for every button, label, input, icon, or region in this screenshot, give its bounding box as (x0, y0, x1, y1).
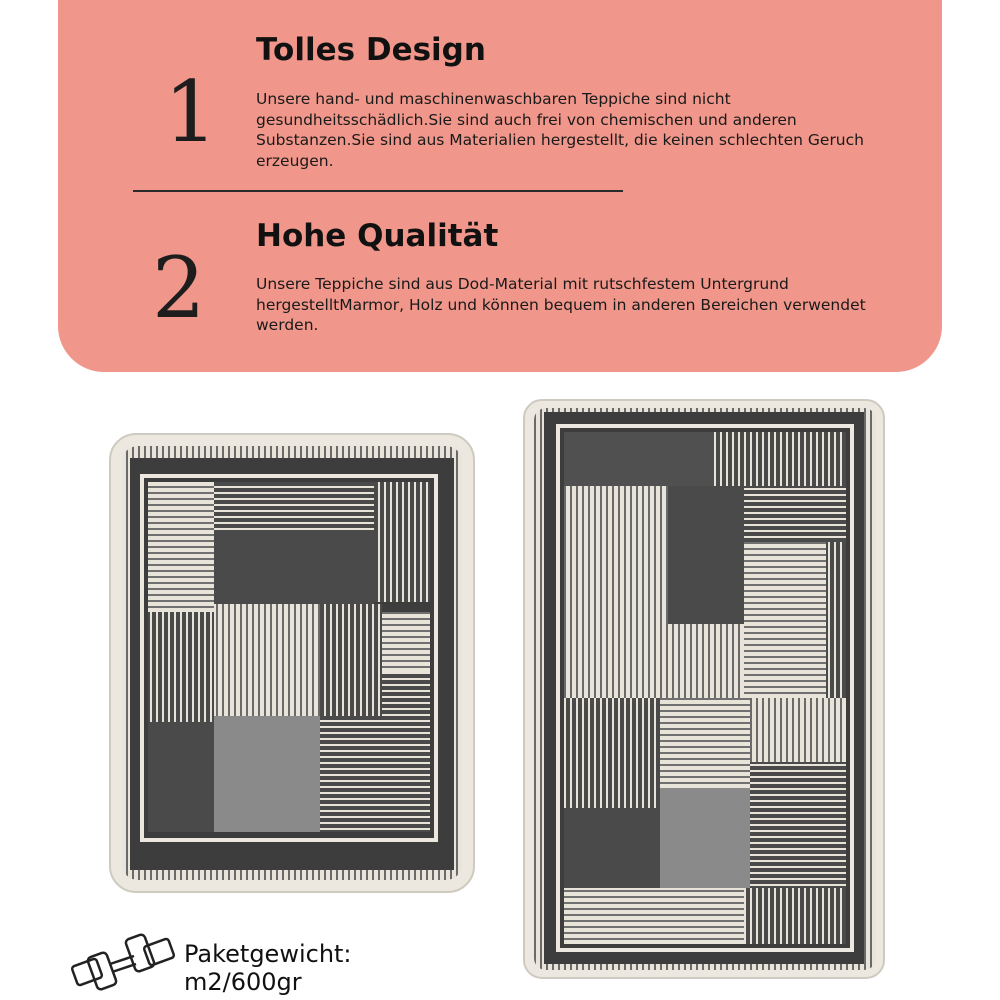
feature-number-2: 2 (152, 239, 206, 337)
feature-number-1: 1 (164, 63, 218, 161)
feature-title-1: Tolles Design (256, 32, 486, 68)
package-weight-value: m2/600gr (184, 968, 302, 996)
package-weight-label: Paketgewicht: (184, 940, 352, 968)
feature-text-2: Unsere Teppiche sind aus Dod-Material mit rutschfestem Untergrund hergestelltMarmor, Holz und können bequem in anderen Bereichen verwendet werden. (256, 275, 866, 334)
feature-title-2: Hohe Qualität (256, 218, 499, 254)
large-rug-image (522, 398, 886, 980)
package-weight (184, 940, 352, 996)
dumbbell-icon (66, 930, 178, 992)
divider (133, 190, 623, 192)
feature-text-1: Unsere hand- und maschinenwaschbaren Teppiche sind nicht gesundheitsschädlich.Sie sind auch frei von chemischen und anderen Substanzen.Sie sind aus Materialien hergestellt, die keinen schlechten Geruch erzeugen. (256, 90, 864, 170)
small-rug-image (108, 432, 476, 894)
